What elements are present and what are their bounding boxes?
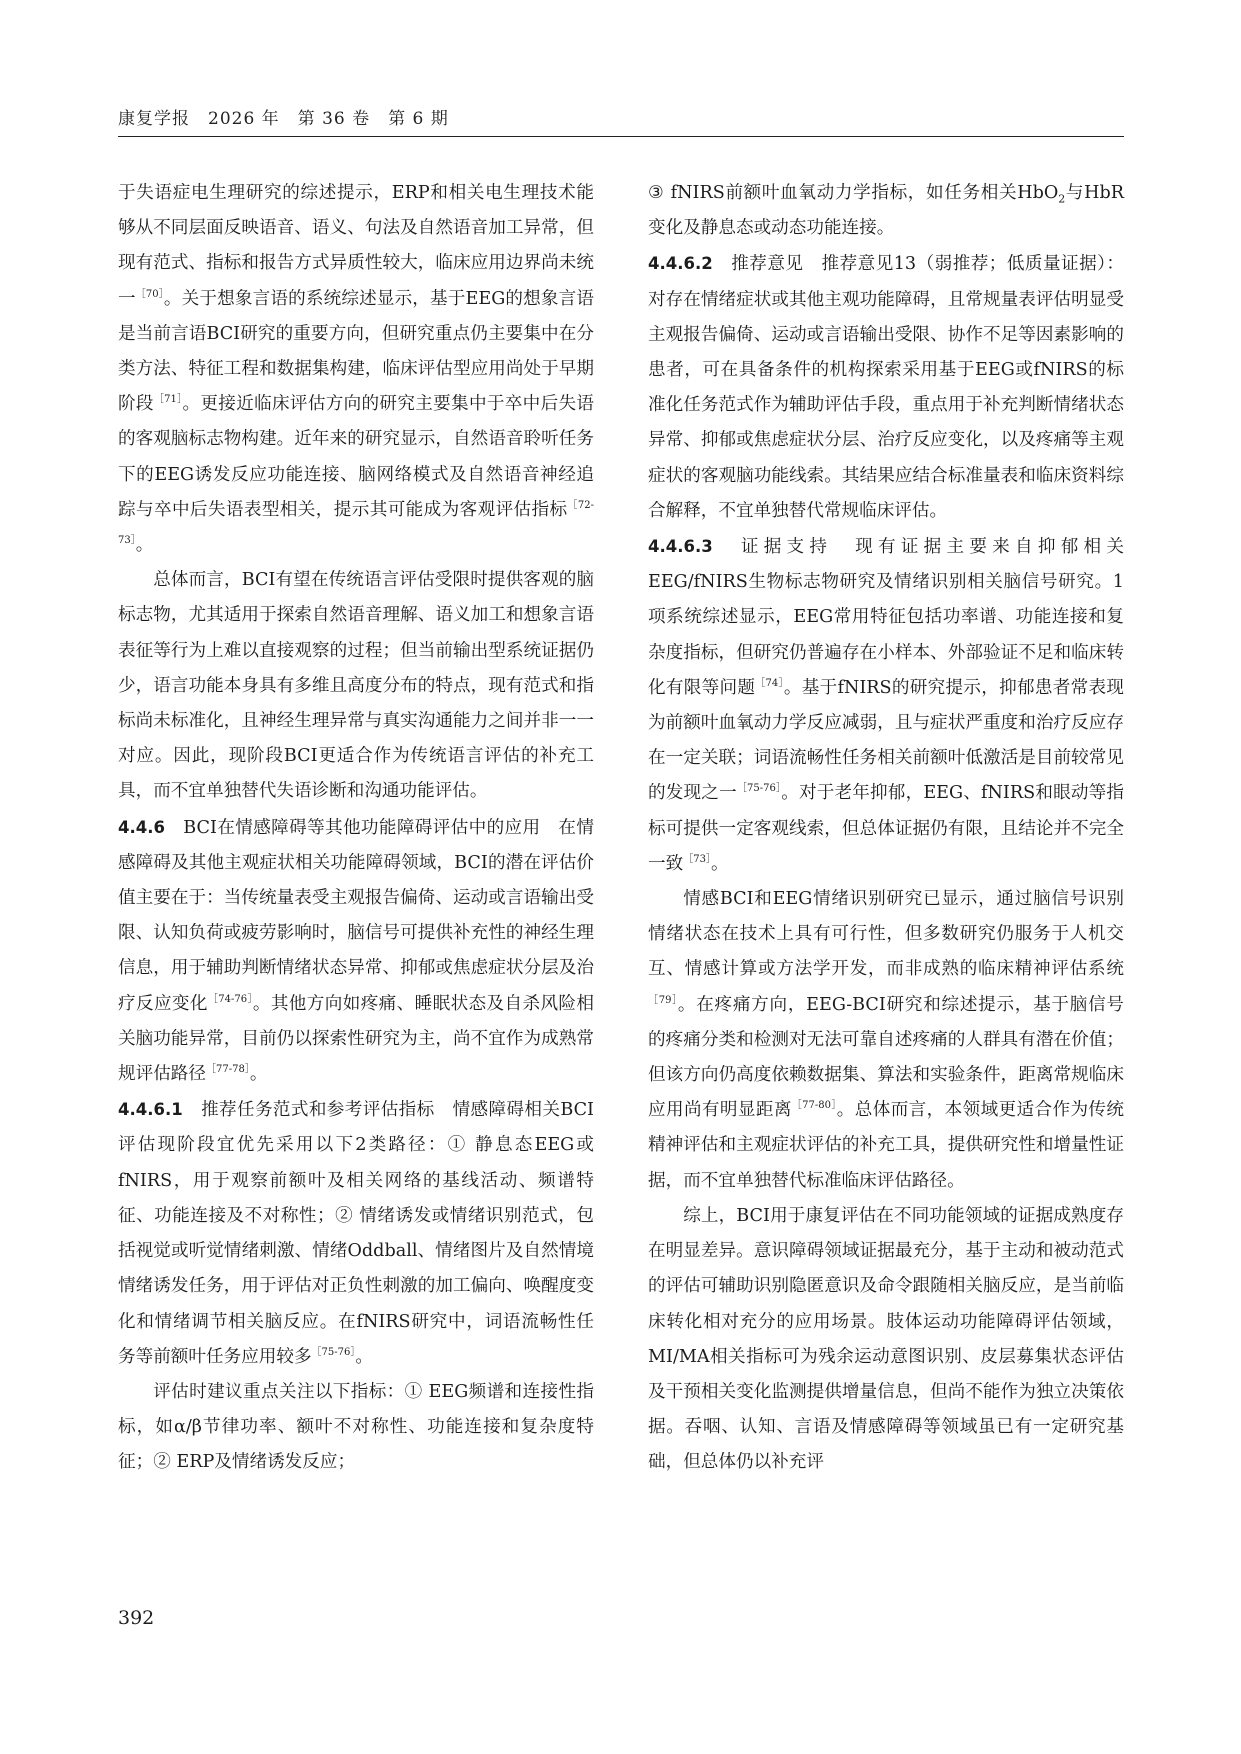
text: 现有证据主要来自抑郁相关EEG/fNIRS生物标志物研究及情绪识别相关脑信号研究。1项系统综述显示，EEG常用特征包括功率谱、功能连接和复杂度指标，但研究仍普遍存在小样本、外部验证不足和临床转化有限等问题 bbox=[648, 537, 1124, 698]
left-column bbox=[118, 176, 594, 1481]
paragraph bbox=[118, 176, 594, 563]
text: 。 bbox=[135, 535, 154, 556]
paragraph: 总体而言，BCI有望在传统语言评估受限时提供客观的脑标志物，尤其适用于探索自然语音理解、语义加工和想象言语表征等行为上难以直接观察的过程；但当前输出型系统证据仍少，语言功能本身具有多维且高度分布的特点，现有范式和指标尚未标准化，且神经生理异常与真实沟通能力之间并非一一对应。因此，现阶段BCI更适合作为传统语言评估的补充工具，而不宜单独替代失语诊断和沟通功能评估。 bbox=[118, 570, 594, 802]
section-title: 推荐意见 bbox=[731, 254, 804, 275]
section-4-4-6-2 bbox=[648, 246, 1124, 529]
running-head: 康复学报 2026 年 第 36 卷 第 6 期 bbox=[118, 109, 449, 129]
text: 与HbR变化及静息态或动态功能连接。 bbox=[648, 183, 1124, 239]
text: 情感BCI和EEG情绪识别研究已显示，通过脑信号识别情绪状态在技术上具有可行性，但多数研究仍服务于人机交互、情感计算或方法学开发，而非成熟的临床精神评估系统 bbox=[648, 889, 1124, 980]
paragraph bbox=[648, 176, 1124, 246]
citation[interactable]: ［73］ bbox=[683, 854, 711, 865]
section-number: 4.4.6.3 bbox=[648, 537, 713, 557]
text: ③ fNIRS前额叶血氧动力学指标，如任务相关HbO bbox=[648, 183, 1059, 203]
section-4-4-6 bbox=[118, 810, 594, 1093]
section-title: 推荐任务范式和参考评估指标 bbox=[201, 1100, 435, 1121]
right-column bbox=[648, 176, 1124, 1481]
section-title: BCI在情感障碍等其他功能障碍评估中的应用 bbox=[183, 817, 541, 838]
text: 。对于老年抑郁，EEG、fNIRS和眼动等指标可提供一定客观线索，但总体证据仍有限，且结论并不完全一致 bbox=[648, 783, 1125, 874]
text: 。 bbox=[249, 1064, 268, 1085]
text: 。关于想象言语的系统综述显示，基于EEG的想象言语是当前言语BCI研究的重要方向，但研究重点仍主要集中在分类方法、特征工程和数据集构建，临床评估型应用尚处于早期阶段 bbox=[118, 288, 594, 415]
text: 推荐意见13（弱推荐；低质量证据）：对存在情绪症状或其他主观功能障碍，且常规量表评估明显受主观报告偏倚、运动或言语输出受限、协作不足等因素影响的患者，可在具备条件的机构探索采用基于EEG或fNIRS的标准化任务范式作为辅助评估手段，重点用于补充判断情绪状态异常、抑郁或焦虑症状分层、治疗反应变化，以及疼痛等主观症状的客观脑功能线索。其结果应结合标准量表和临床资料综合解释，不宜单独替代常规临床评估。 bbox=[648, 254, 1124, 521]
page-number: 392 bbox=[118, 1607, 155, 1629]
paragraph bbox=[648, 882, 1124, 1199]
section-title: 证据支持 bbox=[740, 537, 833, 558]
text: 。总体而言，本领域更适合作为传统精神评估和主观症状评估的补充工具，提供研究性和增量性证据，而不宜单独替代标准临床评估路径。 bbox=[648, 1100, 1124, 1191]
text: 情感障碍相关BCI评估现阶段宜优先采用以下2类路径：① 静息态EEG或fNIRS，用于观察前额叶及相关网络的基线活动、频谱特征、功能连接及不对称性；② 情绪诱发或情绪识别范式，包括视觉或听觉情绪刺激、情绪Oddball、情绪图片及自然情境情绪诱发任务，用于评估对正负性刺激的加工偏向、唤醒度变化和情绪调节相关脑反应。在fNIRS研究中，词语流畅性任务等前额叶任务应用较多 bbox=[118, 1100, 594, 1367]
citation[interactable]: ［75-76］ bbox=[736, 783, 782, 795]
citation[interactable]: ［70］ bbox=[135, 288, 164, 300]
citation[interactable]: ［77-78］ bbox=[205, 1064, 250, 1076]
citation[interactable]: ［74-76］ bbox=[207, 993, 253, 1005]
section-4-4-6-1 bbox=[118, 1092, 594, 1375]
section-4-4-6-3 bbox=[648, 529, 1124, 882]
section-number: 4.4.6.1 bbox=[118, 1100, 183, 1120]
header-rule bbox=[118, 136, 1124, 137]
subscript: 2 bbox=[1058, 192, 1066, 206]
citation[interactable]: ［79］ bbox=[648, 994, 678, 1006]
section-number: 4.4.6 bbox=[118, 817, 165, 837]
paragraph: 综上，BCI用于康复评估在不同功能领域的证据成熟度存在明显差异。意识障碍领域证据最充分，基于主动和被动范式的评估可辅助识别隐匿意识及命令跟随相关脑反应，是当前临床转化相对充分的应用场景。肢体运动功能障碍评估领域，MI/MA相关指标可为残余运动意图识别、皮层募集状态评估及干预相关变化监测提供增量信息，但尚不能作为独立决策依据。吞咽、认知、言语及情感障碍等领域虽已有一定研究基础，但总体仍以补充评 bbox=[648, 1205, 1124, 1473]
text: 。在疼痛方向，EEG-BCI研究和综述提示，基于脑信号的疼痛分类和检测对无法可靠自述疼痛的人群具有潜在价值；但该方向仍高度依赖数据集、算法和实验条件，距离常规临床应用尚有明显距离 bbox=[648, 994, 1124, 1121]
citation[interactable]: ［74］ bbox=[755, 677, 784, 689]
citation[interactable]: ［72-73］ bbox=[118, 499, 594, 547]
section-number: 4.4.6.2 bbox=[648, 254, 713, 274]
text: 。 bbox=[355, 1346, 373, 1367]
text: 于失语症电生理研究的综述提示，ERP和相关电生理技术能够从不同层面反映语音、语义、句法及自然语音加工异常，但现有范式、指标和报告方式异质性较大，临床应用边界尚未统一 bbox=[118, 183, 594, 309]
text: 。 bbox=[710, 853, 729, 874]
text: 在情感障碍及其他主观症状相关功能障碍领域，BCI的潜在评估价值主要在于：当传统量表受主观报告偏倚、运动或言语输出受限、认知负荷或疲劳影响时，脑信号可提供补充性的神经生理信息，用于辅助判断情绪状态异常、抑郁或焦虑症状分层及治疗反应变化 bbox=[118, 817, 594, 1014]
paragraph: 评估时建议重点关注以下指标：① EEG频谱和连接性指标，如α/β节律功率、额叶不对称性、功能连接和复杂度特征；② ERP及情绪诱发反应； bbox=[118, 1381, 594, 1473]
citation[interactable]: ［75-76］ bbox=[311, 1346, 356, 1358]
text: 。其他方向如疼痛、睡眠状态及自杀风险相关脑功能异常，目前仍以探索性研究为主，尚不宜作为成熟常规评估路径 bbox=[118, 993, 594, 1085]
citation[interactable]: ［71］ bbox=[153, 394, 183, 406]
text: 。基于fNIRS的研究提示，抑郁患者常表现为前额叶血氧动力学反应减弱，且与症状严重度和治疗反应存在一定关联；词语流畅性任务相关前额叶低激活是目前较常见的发现之一 bbox=[648, 677, 1124, 804]
citation[interactable]: ［77-80］ bbox=[791, 1100, 837, 1112]
text: 。更接近临床评估方向的研究主要集中于卒中后失语的客观脑标志物构建。近年来的研究显示，自然语音聆听任务下的EEG诱发反应功能连接、脑网络模式及自然语音神经追踪与卒中后失语表型相关，提示其可能成为客观评估指标 bbox=[118, 394, 594, 520]
